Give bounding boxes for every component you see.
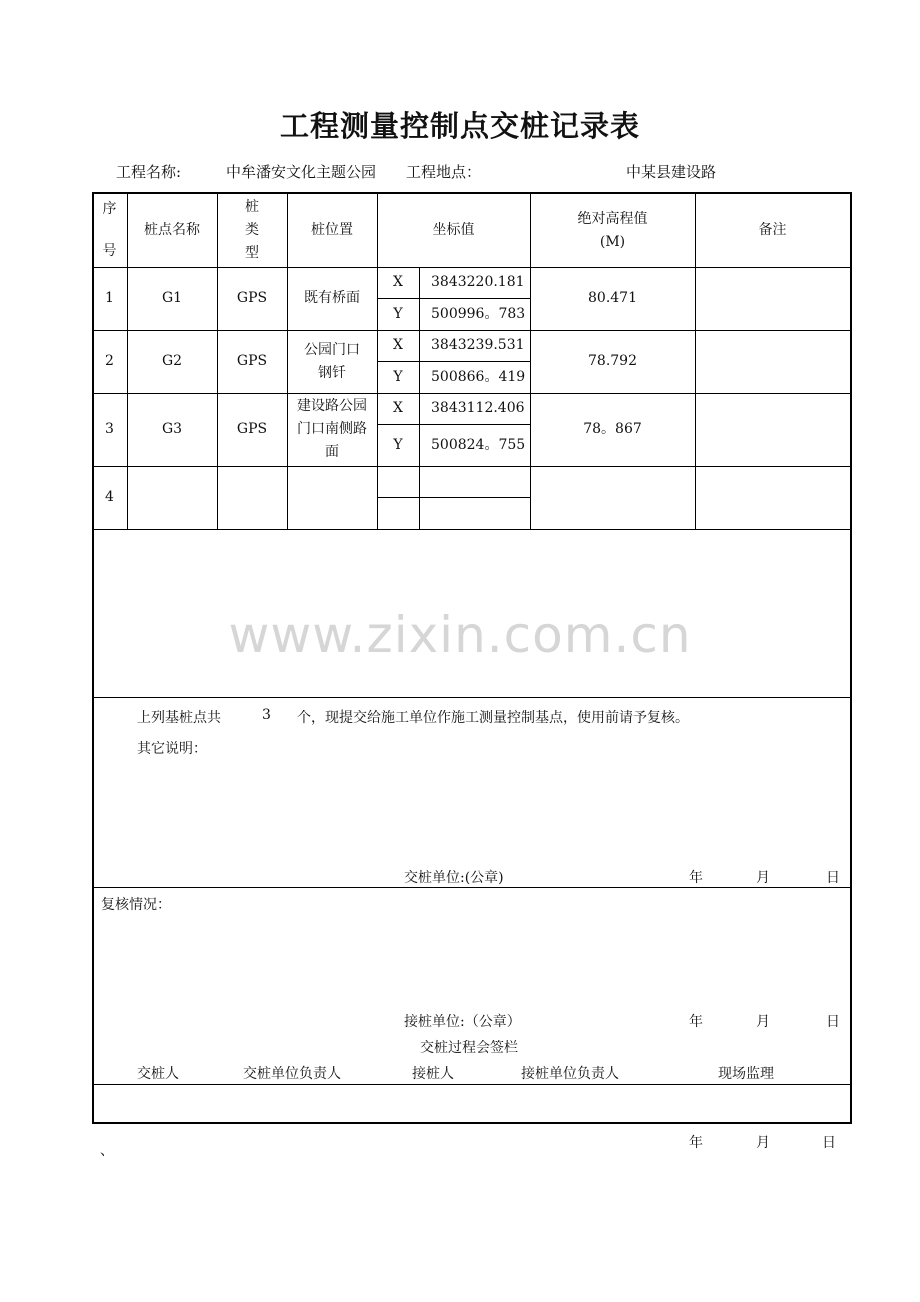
footer-month: 月 (756, 1135, 770, 1151)
row3-elevation: 78。867 (583, 421, 642, 437)
row1-x-label: X (393, 274, 403, 290)
col-header-elevation-2: (M) (599, 233, 626, 250)
handover-year: 年 (689, 870, 703, 886)
col-header-type-2: 类 (245, 222, 259, 238)
row1-elevation: 80.471 (588, 290, 637, 306)
signoff-supervisor: 现场监理 (718, 1066, 774, 1082)
count-value: 3 (262, 707, 271, 723)
row2-x-value: 3843239.531 (431, 337, 525, 353)
row4-elevation (530, 466, 695, 529)
col-header-coords: 坐标值 (432, 222, 475, 238)
other-notes-label: 其它说明： (137, 741, 207, 757)
row3-remarks (695, 393, 850, 466)
table-rule (92, 697, 850, 698)
row3-name: G3 (161, 421, 183, 437)
row1-y-value: 500996。783 (431, 305, 526, 322)
row1-name: G1 (161, 290, 183, 306)
signoff-handover-person: 交桩人 (137, 1066, 179, 1082)
count-suffix: 个，现提交给施工单位作施工测量控制基点，使用前请予复核。 (297, 710, 689, 726)
project-name-value: 中牟潘安文化主题公园 (226, 163, 377, 181)
row4-y-label (377, 497, 419, 529)
footer-mark: 、 (100, 1143, 114, 1159)
table-rule (92, 529, 850, 530)
row4-y-value (419, 497, 530, 529)
row1-y-label: Y (393, 305, 403, 322)
review-year: 年 (689, 1014, 703, 1030)
page-title: 工程测量控制点交桩记录表 (279, 109, 640, 143)
review-day: 日 (826, 1014, 840, 1030)
col-header-remarks: 备注 (758, 222, 787, 238)
col-header-type (217, 194, 287, 267)
row2-name: G2 (161, 353, 183, 369)
row1-position: 既有桥面 (304, 290, 360, 306)
table-rule (92, 1084, 850, 1085)
row3-type: GPS (236, 421, 268, 437)
review-month: 月 (756, 1014, 770, 1030)
review-label: 复核情况： (101, 897, 171, 913)
project-location-value: 中某县建设路 (626, 163, 717, 181)
table-rule (92, 887, 850, 888)
signoff-handover-lead: 交桩单位负责人 (243, 1066, 341, 1082)
row2-x-label: X (393, 337, 403, 353)
row4-remarks (695, 466, 850, 529)
col-header-name: 桩点名称 (144, 222, 200, 238)
footer-day: 日 (822, 1135, 836, 1151)
count-prefix: 上列基桩点共 (137, 710, 221, 726)
col-header-seq-2: 号 (102, 243, 117, 259)
row2-y-value: 500866。419 (431, 368, 526, 385)
row2-type: GPS (236, 353, 268, 369)
col-header-elevation-1: 绝对高程值 (577, 210, 648, 227)
signoff-receiver-person: 接桩人 (412, 1066, 454, 1082)
row1-seq: 1 (105, 290, 114, 306)
row4-position (287, 466, 377, 529)
row1-x-value: 3843220.181 (431, 274, 525, 290)
row2-y-label: Y (393, 368, 403, 385)
col-header-type-1: 桩 (245, 199, 259, 215)
col-header-seq-1: 序 (102, 201, 117, 217)
signoff-title: 交桩过程会签栏 (420, 1040, 518, 1056)
receiving-unit-seal: 接桩单位:（公章） (404, 1014, 521, 1030)
watermark: www.zixin.com.cn (228, 606, 692, 664)
row4-seq: 4 (105, 489, 114, 505)
row3-y-label: Y (393, 436, 403, 453)
row3-x-value: 3843112.406 (431, 400, 525, 416)
handover-day: 日 (826, 870, 840, 886)
col-header-elevation (530, 194, 695, 267)
footer-year: 年 (689, 1135, 703, 1151)
row3-y-value: 500824。755 (431, 436, 526, 453)
col-header-position: 桩位置 (311, 222, 353, 238)
col-header-seq (92, 194, 127, 267)
signoff-receiver-lead: 接桩单位负责人 (521, 1066, 619, 1082)
row4-name (127, 466, 217, 529)
row4-x-label (377, 466, 419, 497)
row2-remarks (695, 330, 850, 393)
row2-seq: 2 (105, 353, 114, 369)
row1-type: GPS (236, 290, 268, 306)
row4-type (217, 466, 287, 529)
row2-elevation: 78.792 (588, 353, 637, 369)
row2-position: 公园门口钢钎 (304, 341, 360, 381)
row4-x-value (419, 466, 530, 497)
handover-month: 月 (756, 870, 770, 886)
col-header-type-3: 型 (245, 245, 259, 261)
row3-x-label: X (393, 400, 403, 416)
row1-remarks (695, 267, 850, 330)
row3-position: 建设路公园门口南侧路面 (297, 398, 367, 460)
row3-seq: 3 (105, 421, 114, 437)
project-location-label: 工程地点： (406, 163, 482, 181)
handover-unit-seal: 交桩单位:(公章) (404, 870, 504, 886)
project-name-label: 工程名称: (116, 163, 182, 181)
